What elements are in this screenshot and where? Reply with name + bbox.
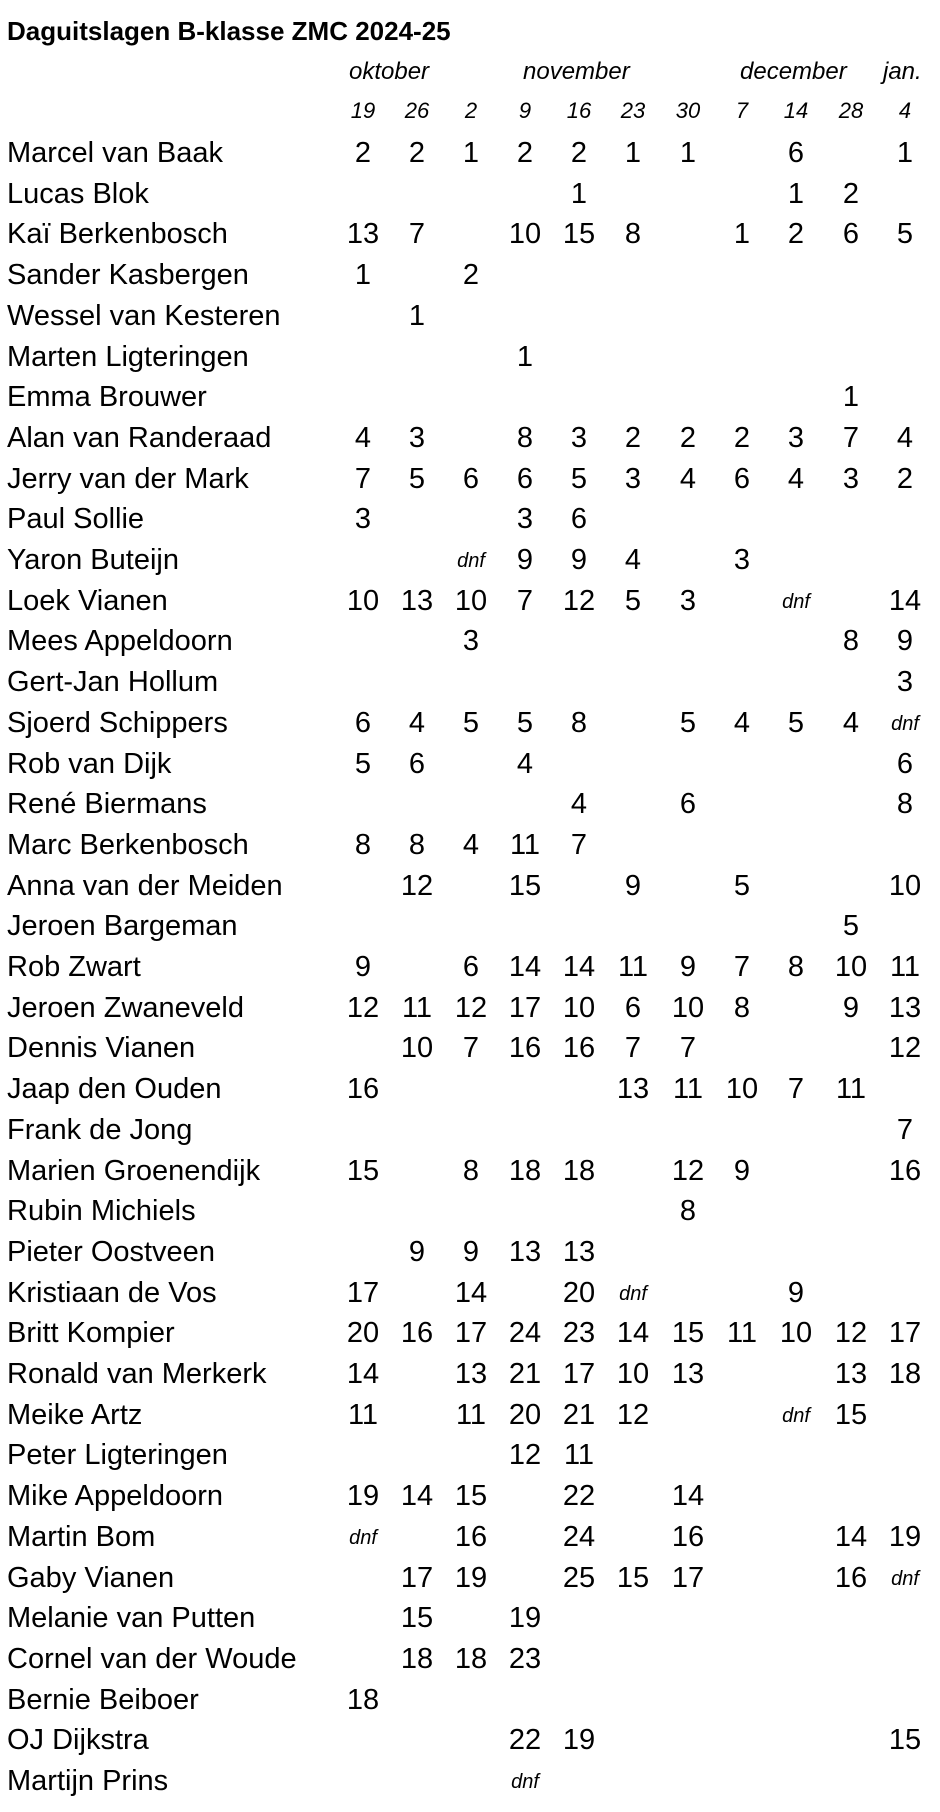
result-cell: 8 [408, 828, 426, 861]
date-header: 14 [783, 98, 809, 123]
result-cell: 3 [570, 421, 588, 454]
result-cell: 7 [354, 462, 372, 495]
rider-name: Paul Sollie [7, 503, 145, 536]
rider-name: Yaron Buteijn [7, 544, 179, 576]
result-cell: 10 [779, 1317, 813, 1350]
rider-name: Kristiaan de Vos [7, 1276, 217, 1309]
result-cell: 1 [462, 137, 480, 169]
result-cell: 10 [671, 991, 705, 1024]
result-cell: dnf [891, 1567, 919, 1590]
result-cell: 18 [508, 1154, 542, 1187]
result-cell: 2 [787, 218, 805, 251]
rider-name: Gaby Vianen [7, 1561, 175, 1594]
month-header-november: november [523, 58, 630, 85]
result-cell: 12 [671, 1154, 705, 1187]
result-cell: 20 [346, 1317, 380, 1350]
result-cell: 7 [733, 951, 751, 983]
rider-name: Britt Kompier [7, 1317, 175, 1350]
rider-name: Marien Groenendijk [7, 1154, 261, 1187]
result-cell: 7 [570, 828, 588, 861]
result-cell: 4 [842, 706, 860, 739]
result-cell: 20 [508, 1398, 542, 1431]
rider-name: Martijn Prins [7, 1765, 169, 1797]
result-cell: 19 [888, 1520, 922, 1553]
result-cell: 7 [516, 584, 534, 617]
result-cell: 2 [733, 421, 751, 454]
result-cell: 9 [896, 625, 914, 658]
result-cell: 8 [462, 1154, 480, 1187]
result-cell: 4 [624, 544, 642, 576]
result-cell: 17 [508, 991, 542, 1024]
result-cell: 6 [408, 747, 426, 780]
rider-name: OJ Dijkstra [7, 1724, 149, 1757]
result-cell: 13 [508, 1235, 542, 1268]
result-cell: 11 [835, 1073, 867, 1106]
result-cell: 9 [516, 544, 534, 576]
result-cell: 23 [562, 1317, 596, 1350]
result-cell: 10 [888, 869, 922, 902]
result-cell: 14 [834, 1520, 868, 1553]
result-cell: 15 [562, 218, 596, 251]
result-cell: 18 [888, 1358, 922, 1390]
rider-name: Bernie Beiboer [7, 1683, 199, 1716]
result-cell: 8 [896, 788, 914, 821]
result-cell: 13 [346, 218, 380, 251]
result-cell: 7 [679, 1032, 697, 1065]
result-cell: 3 [462, 625, 480, 658]
result-cell: 2 [570, 137, 588, 169]
result-cell: 1 [516, 340, 534, 373]
result-cell: 11 [617, 951, 649, 983]
rider-name: Cornel van der Woude [7, 1642, 297, 1675]
result-cell: dnf [782, 1404, 810, 1427]
result-cell: 12 [346, 991, 380, 1024]
result-cell: 9 [733, 1154, 751, 1187]
result-cell: 2 [842, 177, 860, 210]
result-cell: 14 [671, 1480, 705, 1513]
result-cell: 1 [787, 177, 805, 210]
result-cell: 18 [562, 1154, 596, 1187]
rider-name: Jerry van der Mark [7, 462, 249, 495]
rider-name: Mees Appeldoorn [7, 625, 233, 658]
result-cell: 5 [896, 218, 914, 251]
result-cell: 9 [624, 869, 642, 902]
rider-name: Kaï Berkenbosch [7, 218, 228, 251]
result-cell: 6 [570, 503, 588, 536]
result-cell: 4 [408, 706, 426, 739]
result-cell: 8 [733, 991, 751, 1024]
result-cell: 15 [400, 1602, 434, 1635]
result-cell: 15 [616, 1561, 650, 1594]
result-cell: 6 [516, 462, 534, 495]
result-cell: 2 [354, 137, 372, 169]
result-cell: 15 [508, 869, 542, 902]
result-cell: 1 [842, 381, 860, 414]
result-cell: 4 [787, 462, 805, 495]
result-cell: 2 [516, 137, 534, 169]
rider-name: Sjoerd Schippers [7, 706, 228, 739]
result-cell: 13 [454, 1358, 488, 1390]
result-cell: 17 [562, 1358, 596, 1390]
result-cell: dnf [619, 1282, 647, 1305]
result-cell: 4 [354, 421, 372, 454]
result-cell: dnf [511, 1771, 539, 1793]
rider-name: Marcel van Baak [7, 137, 223, 169]
result-cell: 8 [570, 706, 588, 739]
result-cell: 10 [562, 991, 596, 1024]
result-cell: 12 [454, 991, 488, 1024]
result-cell: 6 [842, 218, 860, 251]
result-cell: dnf [349, 1526, 377, 1549]
result-cell: 13 [671, 1358, 705, 1390]
rider-name: Jeroen Bargeman [7, 910, 238, 943]
result-cell: 14 [616, 1317, 650, 1350]
result-cell: 10 [346, 584, 380, 617]
result-cell: 3 [842, 462, 860, 495]
result-cell: 13 [834, 1358, 868, 1390]
date-header: 7 [735, 98, 749, 123]
result-cell: 14 [508, 951, 542, 983]
result-cell: 9 [787, 1276, 805, 1309]
result-cell: 13 [562, 1235, 596, 1268]
result-cell: 5 [354, 747, 372, 780]
result-cell: 12 [400, 869, 434, 902]
result-cell: 2 [896, 462, 914, 495]
result-cell: 10 [508, 218, 542, 251]
result-cell: 14 [400, 1480, 434, 1513]
rider-name: Martin Bom [7, 1520, 156, 1553]
result-cell: 3 [787, 421, 805, 454]
result-cell: 12 [888, 1032, 922, 1065]
page-title: Daguitslagen B-klasse ZMC 2024-25 [7, 16, 451, 46]
result-cell: 16 [400, 1317, 434, 1350]
result-cell: 10 [725, 1073, 759, 1106]
result-cell: 16 [834, 1561, 868, 1594]
result-cell: 11 [889, 951, 921, 983]
result-cell: 12 [834, 1317, 868, 1350]
result-cell: 7 [462, 1032, 480, 1065]
result-cell: 19 [508, 1602, 542, 1635]
rider-name: Meike Artz [7, 1398, 143, 1431]
result-cell: 1 [624, 137, 642, 169]
result-cell: 3 [408, 421, 426, 454]
result-cell: 16 [454, 1520, 488, 1553]
result-cell: 12 [508, 1439, 542, 1472]
rider-name: Mike Appeldoorn [7, 1480, 224, 1513]
result-cell: dnf [782, 590, 810, 613]
result-cell: 16 [888, 1154, 922, 1187]
result-cell: 11 [509, 828, 541, 861]
date-header: 30 [675, 98, 701, 123]
result-cell: 9 [354, 951, 372, 983]
rider-name: Ronald van Merkerk [7, 1358, 267, 1390]
result-cell: 15 [888, 1724, 922, 1757]
rider-name: René Biermans [7, 788, 207, 821]
result-cell: 9 [842, 991, 860, 1024]
result-cell: 16 [671, 1520, 705, 1553]
rider-name: Marten Ligteringen [7, 340, 249, 373]
rider-name: Pieter Oostveen [7, 1235, 215, 1268]
rider-name: Wessel van Kesteren [7, 299, 281, 332]
result-cell: 17 [346, 1276, 380, 1309]
result-cell: 16 [346, 1073, 380, 1106]
rider-name: Rob Zwart [7, 951, 141, 983]
result-cell: 10 [400, 1032, 434, 1065]
result-cell: 19 [562, 1724, 596, 1757]
result-cell: 13 [400, 584, 434, 617]
result-cell: 24 [508, 1317, 542, 1350]
result-cell: 5 [624, 584, 642, 617]
result-cell: dnf [457, 550, 485, 572]
month-header-december: december [740, 58, 847, 85]
result-cell: 4 [679, 462, 697, 495]
result-cell: 6 [787, 137, 805, 169]
result-cell: 5 [570, 462, 588, 495]
result-cell: 3 [733, 544, 751, 576]
result-cell: 8 [516, 421, 534, 454]
date-header: 28 [838, 98, 864, 123]
result-cell: 10 [616, 1358, 650, 1390]
result-cell: 11 [563, 1439, 595, 1472]
result-cell: 18 [346, 1683, 380, 1716]
result-cell: 7 [842, 421, 860, 454]
result-cell: 13 [616, 1073, 650, 1106]
result-cell: 18 [454, 1642, 488, 1675]
rider-name: Rubin Michiels [7, 1195, 196, 1228]
rider-name: Rob van Dijk [7, 747, 172, 780]
result-cell: 6 [896, 747, 914, 780]
result-cell: 11 [455, 1398, 487, 1431]
rider-name: Anna van der Meiden [7, 869, 283, 902]
result-cell: 5 [516, 706, 534, 739]
result-cell: 2 [679, 421, 697, 454]
result-cell: 4 [462, 828, 480, 861]
rider-name: Loek Vianen [7, 584, 168, 617]
result-cell: 7 [408, 218, 426, 251]
result-cell: 10 [834, 951, 868, 983]
rider-name: Emma Brouwer [7, 381, 207, 414]
result-cell: 4 [570, 788, 588, 821]
rider-name: Jeroen Zwaneveld [7, 991, 244, 1024]
result-cell: 9 [679, 951, 697, 983]
result-cell: 15 [834, 1398, 868, 1431]
result-cell: 8 [354, 828, 372, 861]
result-cell: 12 [562, 584, 596, 617]
rider-name: Peter Ligteringen [7, 1439, 228, 1472]
result-cell: 8 [787, 951, 805, 983]
result-cell: 2 [624, 421, 642, 454]
result-cell: 14 [454, 1276, 488, 1309]
result-cell: 2 [408, 137, 426, 169]
result-cell: 8 [842, 625, 860, 658]
result-cell: 4 [733, 706, 751, 739]
result-cell: 9 [408, 1235, 426, 1268]
result-cell: dnf [891, 712, 919, 735]
result-cell: 21 [508, 1358, 542, 1390]
month-header-oktober: oktober [349, 58, 430, 85]
date-header: 2 [464, 98, 478, 123]
result-cell: 25 [562, 1561, 596, 1594]
result-cell: 14 [346, 1358, 380, 1390]
rider-name: Alan van Randeraad [7, 421, 272, 454]
result-cell: 14 [562, 951, 596, 983]
result-cell: 12 [616, 1398, 650, 1431]
result-cell: 5 [787, 706, 805, 739]
result-cell: 14 [888, 584, 922, 617]
result-cell: 3 [354, 503, 372, 536]
date-header: 4 [898, 98, 912, 123]
result-cell: 6 [733, 462, 751, 495]
rider-name: Dennis Vianen [7, 1032, 196, 1065]
result-cell: 11 [347, 1398, 379, 1431]
result-cell: 18 [400, 1642, 434, 1675]
result-cell: 9 [462, 1235, 480, 1268]
result-cell: 15 [671, 1317, 705, 1350]
result-cell: 2 [462, 259, 480, 292]
result-cell: 22 [562, 1480, 596, 1513]
rider-name: Frank de Jong [7, 1113, 193, 1146]
result-cell: 8 [624, 218, 642, 251]
result-cell: 3 [516, 503, 534, 536]
result-cell: 20 [562, 1276, 596, 1309]
result-cell: 9 [570, 544, 588, 576]
result-cell: 5 [462, 706, 480, 739]
result-cell: 5 [733, 869, 751, 902]
result-cell: 4 [896, 421, 914, 454]
result-cell: 4 [516, 747, 534, 780]
result-cell: 16 [508, 1032, 542, 1065]
result-cell: 1 [354, 259, 372, 292]
result-cell: 1 [570, 177, 588, 210]
result-cell: 7 [787, 1073, 805, 1106]
rider-name: Gert-Jan Hollum [7, 666, 219, 699]
result-cell: 17 [671, 1561, 705, 1594]
result-cell: 1 [408, 299, 426, 332]
result-cell: 3 [679, 584, 697, 617]
result-cell: 1 [733, 218, 751, 251]
result-cell: 6 [354, 706, 372, 739]
date-header: 26 [404, 98, 430, 123]
result-cell: 5 [408, 462, 426, 495]
result-cell: 19 [454, 1561, 488, 1594]
result-cell: 17 [454, 1317, 488, 1350]
result-cell: 1 [679, 137, 697, 169]
result-cell: 8 [679, 1195, 697, 1228]
result-cell: 6 [679, 788, 697, 821]
rider-name: Melanie van Putten [7, 1602, 256, 1635]
result-cell: 13 [888, 991, 922, 1024]
result-cell: 16 [562, 1032, 596, 1065]
result-cell: 7 [896, 1113, 914, 1146]
result-cell: 6 [462, 951, 480, 983]
result-cell: 5 [842, 910, 860, 943]
rider-name: Lucas Blok [7, 177, 149, 210]
rider-name: Jaap den Ouden [7, 1073, 222, 1106]
result-cell: 11 [726, 1317, 758, 1350]
result-cell: 6 [462, 462, 480, 495]
result-cell: 5 [679, 706, 697, 739]
result-cell: 11 [672, 1073, 704, 1106]
result-cell: 3 [896, 666, 914, 699]
date-header: 16 [566, 98, 592, 123]
result-cell: 11 [401, 991, 433, 1024]
result-cell: 23 [508, 1642, 542, 1675]
result-cell: 15 [346, 1154, 380, 1187]
rider-name: Sander Kasbergen [7, 259, 249, 292]
month-header-jan: jan. [883, 58, 922, 85]
result-cell: 15 [454, 1480, 488, 1513]
date-header: 23 [620, 98, 646, 123]
result-cell: 17 [888, 1317, 922, 1350]
date-header: 19 [350, 98, 376, 123]
result-cell: 22 [508, 1724, 542, 1757]
result-cell: 24 [562, 1520, 596, 1553]
date-header: 9 [518, 98, 532, 123]
result-cell: 3 [624, 462, 642, 495]
rider-name: Marc Berkenbosch [7, 828, 249, 861]
result-cell: 7 [624, 1032, 642, 1065]
result-cell: 1 [896, 137, 914, 169]
result-cell: 17 [400, 1561, 434, 1594]
result-cell: 19 [346, 1480, 380, 1513]
result-cell: 10 [454, 584, 488, 617]
result-cell: 21 [562, 1398, 596, 1431]
result-cell: 6 [624, 991, 642, 1024]
